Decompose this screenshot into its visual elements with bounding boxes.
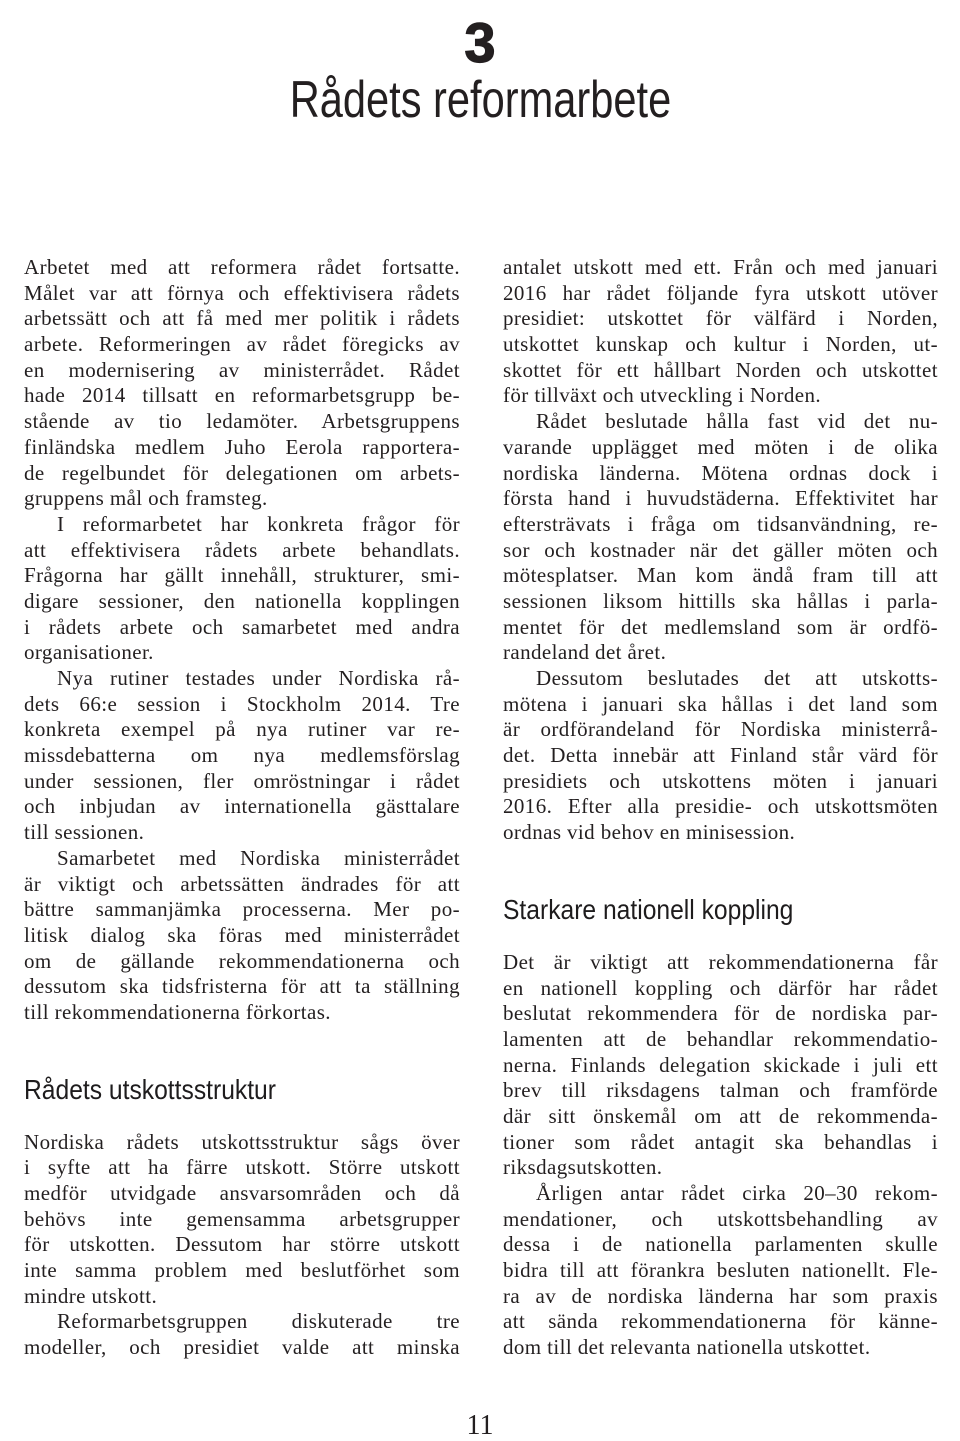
text-line: i syfte att ha färre utskott. Större utskott [24, 1155, 460, 1180]
text-line: mötena i januari ska hållas i det land som [503, 691, 938, 716]
paragraph [24, 1309, 460, 1360]
text-line: lamenten att de behandlar rekommendatio- [503, 1026, 938, 1051]
text-line: antalet utskott med ett. Från och med januari [503, 255, 938, 279]
text-line: sor och kostnader när det gäller möten och [503, 537, 938, 562]
text-line: för utskotten. Dessutom har större utskott [24, 1232, 460, 1257]
text-line: ordnas vid behov en minisession. [503, 820, 796, 845]
text-line: Målet var att förnya och effektivisera rådets [24, 280, 460, 305]
text-line: Frågorna har gällt innehåll, strukturer, smi- [24, 563, 460, 588]
text-line: hade 2014 tillsatt en reformarbetsgrupp be- [24, 383, 460, 408]
paragraph [503, 950, 938, 1181]
text-line: mendationer, och utskottsbehandling av [503, 1206, 938, 1231]
text-line: brev till riksdagens talman och framförde [503, 1078, 938, 1103]
text-line: dom till det relevanta nationella utskottet. [503, 1335, 871, 1360]
text-line: under sessionen, fler omröstningar i rådet [24, 768, 460, 793]
text-line: Reformarbetsgruppen diskuterade tre [57, 1309, 460, 1334]
text-line: skottet för ett hållbart Norden och utskottet [503, 357, 938, 382]
text-line: för tillväxt och utveckling i Norden. [503, 383, 822, 408]
text-line: riksdagsutskotten. [503, 1155, 663, 1180]
text-line: mentet för det medlemsland som är ordfö- [503, 614, 938, 639]
paragraph [24, 846, 460, 1026]
text-line: det. Detta innebär att Finland står värd för [503, 743, 938, 768]
paragraph [24, 512, 460, 666]
text-line: mötesplatser. Man kom ändå fram till att [503, 563, 938, 588]
paragraph [503, 409, 938, 666]
text-line: gruppens mål och framsteg. [24, 486, 268, 511]
text-line: bidra till att förankra besluten nationellt. Fle- [503, 1258, 938, 1283]
paragraph [24, 666, 460, 846]
section-heading [24, 1075, 460, 1105]
text-line: behövs inte gemensamma arbetsgrupper [24, 1206, 460, 1231]
text-line: organisationer. [24, 640, 154, 665]
page-number: 11 [466, 1410, 494, 1441]
text-line: varande upplägget med möten i de olika [503, 434, 938, 459]
text-line: nerna. Finlands delegation skickade i juli ett [503, 1052, 938, 1077]
chapter-title [0, 72, 960, 128]
text-line: de regelbundet för delegationen om arbets- [24, 460, 460, 485]
paragraph [24, 1130, 460, 1310]
section-heading-text: Rådets utskottsstruktur [24, 1073, 276, 1105]
text-line: är viktigt och arbetssätten ändrades för att [24, 871, 460, 896]
text-line: att sända rekommendationerna för känne- [503, 1309, 938, 1334]
text-line: dessutom ska tidsfristerna för att ta ställning [24, 974, 460, 999]
text-line: eftersträvats i fråga om tidsanvändning, re- [503, 511, 938, 536]
text-line: arbete. Reformeringen av rådet föregicks av [24, 332, 460, 357]
text-line: sessionen liksom hittills ska hållas i parla- [503, 588, 938, 613]
text-line: 2016 har rådet följande fyra utskott utöver [503, 280, 938, 305]
text-line: mindre utskott. [24, 1283, 158, 1308]
text-line: Samarbetet med Nordiska ministerrådet [57, 845, 460, 870]
text-line: Dessutom beslutades det att utskotts- [536, 666, 938, 690]
left-column [24, 255, 460, 1361]
paragraph [503, 255, 938, 409]
text-line: Nordiska rådets utskottsstruktur sågs över [24, 1129, 460, 1154]
text-line: litisk dialog ska föras med ministerrådet [24, 922, 460, 947]
text-line: presidiet: utskottet för välfärd i Norden, [503, 306, 938, 331]
text-line: 2016. Efter alla presidie- och utskottsmöten [503, 794, 938, 819]
text-line: första hand i huvudstäderna. Effektivitet har [503, 486, 938, 511]
text-line: digare sessioner, den nationella kopplingen [24, 588, 460, 613]
text-line: en modernisering av ministerrådet. Rådet [24, 357, 460, 382]
text-line: Det är viktigt att rekommendationerna får [503, 949, 938, 974]
chapter-title-text: Rådets reformarbete [289, 71, 671, 129]
text-line: och inbjudan av internationella gästtalare [24, 794, 460, 819]
paragraph [24, 255, 460, 512]
text-line: modeller, och presidiet valde att minska [24, 1335, 460, 1360]
text-line: stående av tio ledamöter. Arbetsgruppens [24, 409, 460, 434]
text-line: en nationell koppling och därför har rådet [503, 975, 938, 1000]
text-line: presidiets och utskottens möten i januari [503, 768, 938, 793]
paragraph [503, 666, 938, 846]
text-line: tioner som rådet antagit ska behandlas i [503, 1129, 938, 1154]
text-line: till sessionen. [24, 820, 145, 845]
text-line: Rådet beslutade hålla fast vid det nu- [536, 409, 938, 434]
text-line: om de gällande rekommendationerna och [24, 948, 460, 973]
text-line: finländska medlem Juho Eerola rapportera- [24, 434, 460, 459]
text-line: medför utvidgade ansvarsområden och då [24, 1181, 460, 1205]
text-line: ra av de nordiska länderna har som praxis [503, 1283, 938, 1308]
text-line: konkreta exempel på nya rutiner var re- [24, 717, 460, 742]
text-line: missdebatterna om nya medlemsförslag [24, 743, 460, 768]
text-line: Nya rutiner testades under Nordiska rå- [57, 666, 460, 690]
text-line: utskottet kunskap och kultur i Norden, ut- [503, 332, 938, 357]
text-line: dets 66:e session i Stockholm 2014. Tre [24, 691, 460, 716]
text-line: inte samma problem med beslutförhet som [24, 1258, 460, 1283]
text-line: att effektivisera rådets arbete behandlats. [24, 537, 460, 562]
paragraph [503, 1181, 938, 1361]
text-line: där sitt önskemål om att de rekommenda- [503, 1103, 938, 1128]
text-line: till rekommendationerna förkortas. [24, 999, 331, 1024]
section-heading [503, 895, 938, 925]
text-line: Arbetet med att reformera rådet fortsatte. [24, 255, 460, 279]
text-line: Årligen antar rådet cirka 20–30 rekom- [536, 1181, 938, 1205]
text-line: nordiska länderna. Mötena ordnas dock i [503, 460, 938, 485]
text-line: dessa i de nationella parlamenten skulle [503, 1232, 938, 1257]
section-heading-text: Starkare nationell koppling [503, 893, 794, 925]
text-line: bättre sammanjämka processerna. Mer po- [24, 897, 460, 922]
text-line: arbetssätt och att få med mer politik i rådets [24, 306, 460, 331]
text-line: randeland det året. [503, 640, 667, 665]
text-line: beslutat rekommendera för de nordiska par- [503, 1001, 938, 1026]
text-line: är ordförandeland för Nordiska ministerrå- [503, 717, 938, 742]
text-line: I reformarbetet har konkreta frågor för [57, 511, 460, 536]
text-line: i rådets arbete och samarbetet med andra [24, 614, 460, 639]
chapter-number: 3 [464, 11, 496, 74]
right-column [503, 255, 938, 1361]
